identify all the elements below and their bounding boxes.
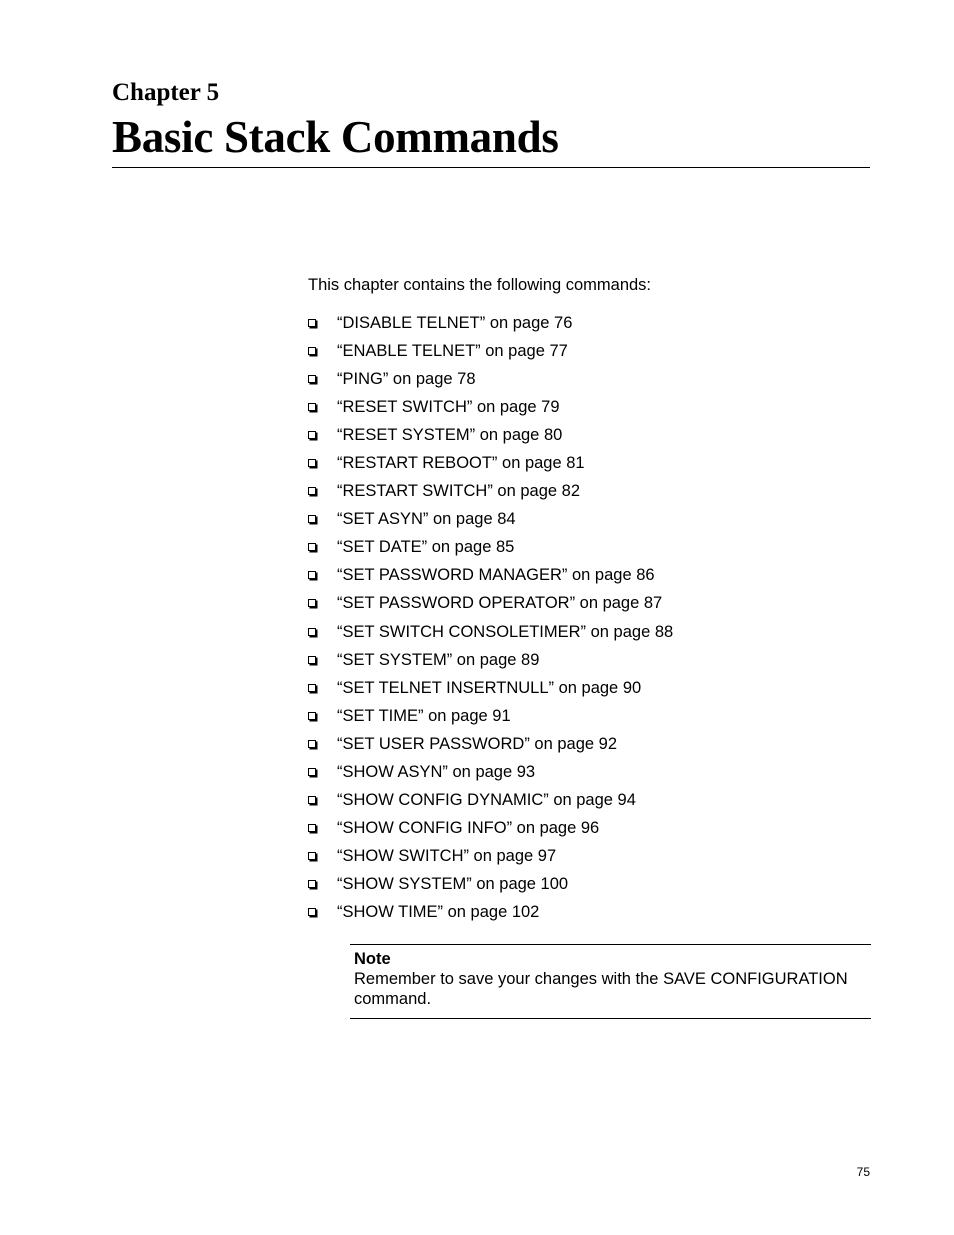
- checkbox-icon: [308, 824, 316, 832]
- command-link[interactable]: “RESTART SWITCH” on page 82: [337, 482, 580, 501]
- note-heading: Note: [354, 950, 391, 968]
- list-item: [308, 481, 673, 509]
- chapter-title: Basic Stack Commands: [112, 112, 559, 162]
- command-link[interactable]: “SET TIME” on page 91: [337, 706, 511, 725]
- command-link[interactable]: “SET SWITCH CONSOLETIMER” on page 88: [337, 622, 674, 641]
- checkbox-icon: [308, 796, 316, 804]
- checkbox-icon: [308, 599, 316, 607]
- command-link[interactable]: “SET SYSTEM” on page 89: [337, 650, 540, 669]
- checkbox-icon: [308, 880, 316, 888]
- checkbox-icon: [308, 431, 316, 439]
- list-item: [308, 425, 673, 453]
- command-link[interactable]: “SET USER PASSWORD” on page 92: [337, 734, 617, 753]
- list-item: [308, 622, 673, 650]
- command-link[interactable]: “SET TELNET INSERTNULL” on page 90: [337, 678, 642, 697]
- checkbox-icon: [308, 375, 316, 383]
- checkbox-icon: [308, 347, 316, 355]
- checkbox-icon: [308, 487, 316, 495]
- command-link[interactable]: “PING” on page 78: [337, 370, 476, 389]
- command-link[interactable]: “RESET SWITCH” on page 79: [337, 398, 560, 417]
- command-link[interactable]: “SET ASYN” on page 84: [337, 510, 516, 529]
- note-text: Remember to save your changes with the SAVE CONFIGURATION command.: [354, 970, 848, 1008]
- note-box: [350, 944, 871, 1019]
- list-item: [308, 369, 673, 397]
- list-item: [308, 537, 673, 565]
- list-item: [308, 706, 673, 734]
- command-link[interactable]: “SHOW CONFIG INFO” on page 96: [337, 818, 600, 837]
- list-item: [308, 453, 673, 481]
- list-item: [308, 846, 673, 874]
- checkbox-icon: [308, 740, 316, 748]
- command-link[interactable]: “ENABLE TELNET” on page 77: [337, 342, 568, 361]
- checkbox-icon: [308, 515, 316, 523]
- command-link[interactable]: “SET PASSWORD OPERATOR” on page 87: [337, 594, 663, 613]
- checkbox-icon: [308, 459, 316, 467]
- list-item: [308, 341, 673, 369]
- checkbox-icon: [308, 319, 316, 327]
- checkbox-icon: [308, 628, 316, 636]
- list-item: [308, 593, 673, 621]
- checkbox-icon: [308, 908, 316, 916]
- command-link[interactable]: “RESET SYSTEM” on page 80: [337, 426, 563, 445]
- checkbox-icon: [308, 712, 316, 720]
- list-item: [308, 818, 673, 846]
- checkbox-icon: [308, 768, 316, 776]
- command-link[interactable]: “SHOW SWITCH” on page 97: [337, 846, 557, 865]
- checkbox-icon: [308, 852, 316, 860]
- title-divider: [112, 167, 870, 168]
- checkbox-icon: [308, 403, 316, 411]
- list-item: [308, 313, 673, 341]
- command-link[interactable]: “SHOW TIME” on page 102: [337, 902, 540, 921]
- list-item: [308, 790, 673, 818]
- list-item: [308, 762, 673, 790]
- command-link[interactable]: “SHOW ASYN” on page 93: [337, 762, 536, 781]
- list-item: [308, 397, 673, 425]
- list-item: [308, 874, 673, 902]
- checkbox-icon: [308, 543, 316, 551]
- command-link[interactable]: “SHOW SYSTEM” on page 100: [337, 874, 569, 893]
- list-item: [308, 650, 673, 678]
- list-item: [308, 678, 673, 706]
- command-link[interactable]: “SHOW CONFIG DYNAMIC” on page 94: [337, 790, 636, 809]
- list-item: [308, 565, 673, 593]
- intro-text: This chapter contains the following commands:: [308, 276, 652, 294]
- list-item: [308, 509, 673, 537]
- checkbox-icon: [308, 571, 316, 579]
- chapter-label: Chapter 5: [112, 79, 220, 106]
- command-list: [308, 313, 673, 930]
- page-number: 75: [856, 1165, 870, 1179]
- list-item: [308, 734, 673, 762]
- command-link[interactable]: “RESTART REBOOT” on page 81: [337, 454, 585, 473]
- command-link[interactable]: “SET PASSWORD MANAGER” on page 86: [337, 566, 655, 585]
- checkbox-icon: [308, 656, 316, 664]
- command-link[interactable]: “DISABLE TELNET” on page 76: [337, 314, 573, 332]
- command-link[interactable]: “SET DATE” on page 85: [337, 538, 515, 557]
- checkbox-icon: [308, 684, 316, 692]
- list-item: [308, 902, 673, 930]
